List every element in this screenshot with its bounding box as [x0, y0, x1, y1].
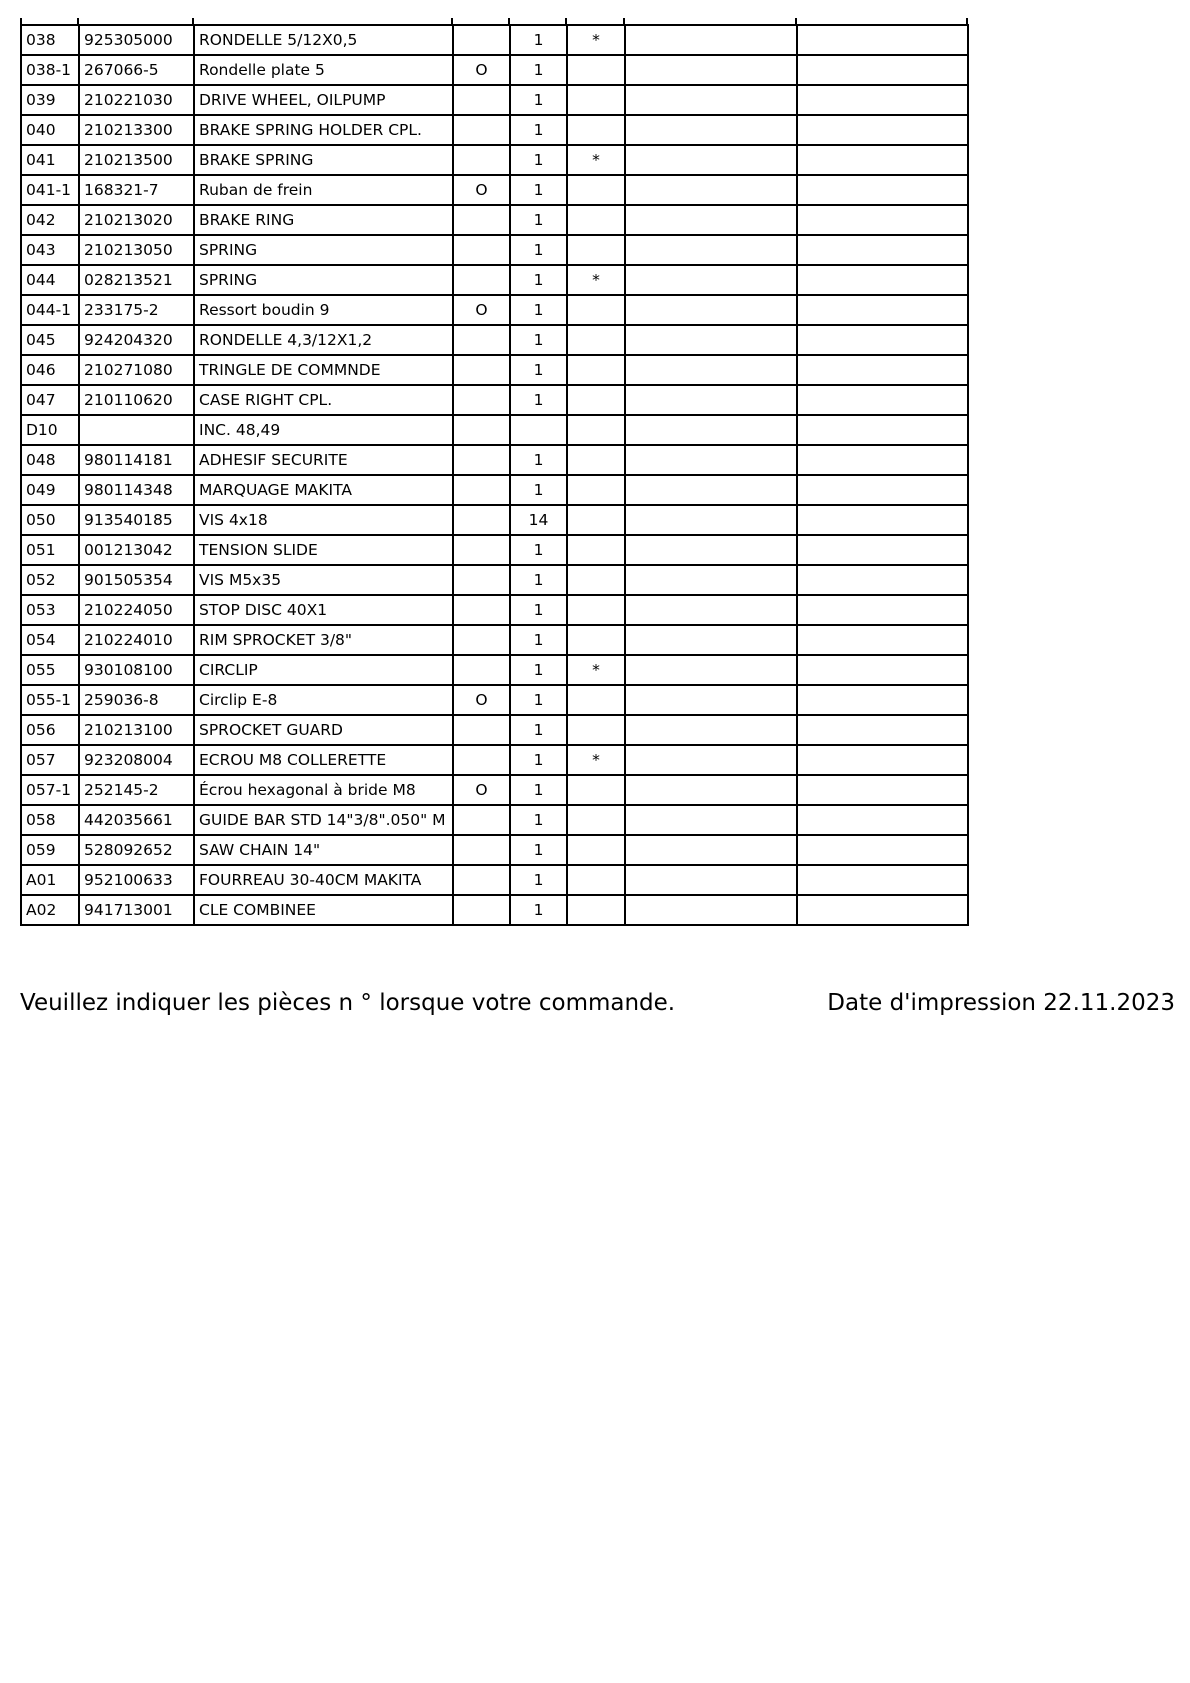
cell-description: RIM SPROCKET 3/8"	[194, 625, 453, 655]
cell-extra-2	[797, 655, 968, 685]
cell-option: O	[453, 295, 510, 325]
cell-mark	[567, 805, 625, 835]
cell-mark: *	[567, 265, 625, 295]
cell-quantity: 1	[510, 355, 567, 385]
cell-quantity: 1	[510, 595, 567, 625]
cell-extra-1	[625, 625, 797, 655]
cell-part-number: 925305000	[79, 25, 194, 55]
cell-description: SPRING	[194, 265, 453, 295]
cell-description: SAW CHAIN 14"	[194, 835, 453, 865]
cell-description: CLE COMBINEE	[194, 895, 453, 925]
cell-option	[453, 715, 510, 745]
cell-extra-2	[797, 175, 968, 205]
cell-option	[453, 205, 510, 235]
cell-extra-2	[797, 355, 968, 385]
cell-mark	[567, 685, 625, 715]
cell-quantity: 1	[510, 715, 567, 745]
table-row	[21, 475, 968, 505]
cell-option	[453, 895, 510, 925]
table-row	[21, 775, 968, 805]
cell-option	[453, 535, 510, 565]
cell-position: 052	[21, 565, 79, 595]
cell-extra-1	[625, 775, 797, 805]
cell-extra-1	[625, 415, 797, 445]
cell-quantity	[510, 415, 567, 445]
cell-extra-1	[625, 805, 797, 835]
cell-option	[453, 835, 510, 865]
cell-description: RONDELLE 4,3/12X1,2	[194, 325, 453, 355]
cell-part-number: 210221030	[79, 85, 194, 115]
cell-position: 055	[21, 655, 79, 685]
cell-mark	[567, 595, 625, 625]
cell-extra-2	[797, 25, 968, 55]
cell-extra-2	[797, 865, 968, 895]
cell-extra-1	[625, 475, 797, 505]
cell-quantity: 1	[510, 865, 567, 895]
cell-extra-2	[797, 325, 968, 355]
table-row	[21, 355, 968, 385]
cell-quantity: 1	[510, 835, 567, 865]
cell-option	[453, 85, 510, 115]
cell-extra-1	[625, 565, 797, 595]
cell-option: O	[453, 685, 510, 715]
cell-description: ECROU M8 COLLERETTE	[194, 745, 453, 775]
cell-extra-2	[797, 805, 968, 835]
cell-description: Rondelle plate 5	[194, 55, 453, 85]
cell-option	[453, 325, 510, 355]
cell-option	[453, 415, 510, 445]
cell-mark: *	[567, 145, 625, 175]
cell-mark	[567, 385, 625, 415]
cell-option	[453, 355, 510, 385]
cell-extra-2	[797, 775, 968, 805]
cell-mark	[567, 325, 625, 355]
cell-description: STOP DISC 40X1	[194, 595, 453, 625]
cell-extra-1	[625, 895, 797, 925]
table-row	[21, 715, 968, 745]
cell-part-number: 210224010	[79, 625, 194, 655]
cell-description: MARQUAGE MAKITA	[194, 475, 453, 505]
cell-mark	[567, 235, 625, 265]
cell-part-number: 168321-7	[79, 175, 194, 205]
cell-position: 057-1	[21, 775, 79, 805]
cell-quantity: 1	[510, 475, 567, 505]
cell-extra-2	[797, 295, 968, 325]
cell-description: Ressort boudin 9	[194, 295, 453, 325]
cell-mark: *	[567, 745, 625, 775]
cell-description: BRAKE SPRING HOLDER CPL.	[194, 115, 453, 145]
table-row	[21, 865, 968, 895]
table-row	[21, 415, 968, 445]
cell-extra-1	[625, 55, 797, 85]
cell-extra-1	[625, 445, 797, 475]
table-row	[21, 25, 968, 55]
cell-description: SPROCKET GUARD	[194, 715, 453, 745]
cell-extra-2	[797, 895, 968, 925]
cell-extra-2	[797, 835, 968, 865]
cell-position: 042	[21, 205, 79, 235]
cell-position: 044	[21, 265, 79, 295]
cell-part-number: 442035661	[79, 805, 194, 835]
cell-extra-1	[625, 745, 797, 775]
cell-option	[453, 805, 510, 835]
cell-option	[453, 625, 510, 655]
cell-position: 041-1	[21, 175, 79, 205]
cell-mark: *	[567, 25, 625, 55]
cell-mark	[567, 445, 625, 475]
cell-quantity: 1	[510, 625, 567, 655]
cell-description: CIRCLIP	[194, 655, 453, 685]
parts-table-body	[21, 25, 968, 925]
table-row	[21, 685, 968, 715]
table-row	[21, 535, 968, 565]
cell-position: 041	[21, 145, 79, 175]
cell-description: VIS 4x18	[194, 505, 453, 535]
cell-quantity: 1	[510, 325, 567, 355]
cell-extra-2	[797, 205, 968, 235]
cell-extra-1	[625, 505, 797, 535]
cell-mark	[567, 535, 625, 565]
cell-part-number: 210213050	[79, 235, 194, 265]
cell-option	[453, 385, 510, 415]
cell-position: 040	[21, 115, 79, 145]
cell-extra-2	[797, 715, 968, 745]
cell-extra-2	[797, 145, 968, 175]
table-row	[21, 625, 968, 655]
cell-quantity: 1	[510, 445, 567, 475]
cell-description: DRIVE WHEEL, OILPUMP	[194, 85, 453, 115]
cell-mark	[567, 775, 625, 805]
cell-extra-2	[797, 385, 968, 415]
cell-position: 044-1	[21, 295, 79, 325]
cell-part-number: 210213300	[79, 115, 194, 145]
cell-part-number: 930108100	[79, 655, 194, 685]
cell-extra-1	[625, 865, 797, 895]
cell-extra-1	[625, 205, 797, 235]
cell-extra-1	[625, 325, 797, 355]
cell-option: O	[453, 775, 510, 805]
cell-option	[453, 265, 510, 295]
cell-description: TENSION SLIDE	[194, 535, 453, 565]
cell-position: 059	[21, 835, 79, 865]
cell-quantity: 1	[510, 385, 567, 415]
cell-description: GUIDE BAR STD 14"3/8".050" M	[194, 805, 453, 835]
cell-quantity: 1	[510, 295, 567, 325]
cell-extra-2	[797, 625, 968, 655]
cell-extra-1	[625, 685, 797, 715]
cell-part-number: 210213500	[79, 145, 194, 175]
cell-extra-2	[797, 235, 968, 265]
cell-quantity: 1	[510, 745, 567, 775]
cell-option	[453, 565, 510, 595]
cell-part-number	[79, 415, 194, 445]
cell-option: O	[453, 55, 510, 85]
cell-quantity: 1	[510, 235, 567, 265]
cell-option	[453, 25, 510, 55]
cell-mark	[567, 205, 625, 235]
cell-description: VIS M5x35	[194, 565, 453, 595]
cell-extra-1	[625, 535, 797, 565]
cell-quantity: 1	[510, 535, 567, 565]
table-row	[21, 745, 968, 775]
cell-part-number: 210224050	[79, 595, 194, 625]
cell-extra-1	[625, 25, 797, 55]
cell-mark	[567, 565, 625, 595]
cell-part-number: 001213042	[79, 535, 194, 565]
cell-position: 050	[21, 505, 79, 535]
cell-part-number: 924204320	[79, 325, 194, 355]
cell-option	[453, 865, 510, 895]
cell-quantity: 1	[510, 175, 567, 205]
cell-mark	[567, 475, 625, 505]
table-row	[21, 655, 968, 685]
cell-mark	[567, 175, 625, 205]
cell-extra-1	[625, 145, 797, 175]
cell-mark	[567, 355, 625, 385]
cell-position: 058	[21, 805, 79, 835]
cell-quantity: 1	[510, 265, 567, 295]
cell-quantity: 1	[510, 655, 567, 685]
cell-description: SPRING	[194, 235, 453, 265]
table-row	[21, 295, 968, 325]
cell-description: INC. 48,49	[194, 415, 453, 445]
cell-description: Circlip E-8	[194, 685, 453, 715]
cell-extra-1	[625, 115, 797, 145]
cell-option: O	[453, 175, 510, 205]
cell-extra-2	[797, 265, 968, 295]
cell-quantity: 1	[510, 205, 567, 235]
table-row	[21, 85, 968, 115]
table-row	[21, 445, 968, 475]
cell-extra-2	[797, 685, 968, 715]
cell-mark	[567, 85, 625, 115]
cell-mark	[567, 835, 625, 865]
cell-part-number: 923208004	[79, 745, 194, 775]
cell-mark	[567, 295, 625, 325]
cell-extra-2	[797, 115, 968, 145]
cell-option	[453, 235, 510, 265]
cell-extra-2	[797, 745, 968, 775]
table-row	[21, 805, 968, 835]
cell-position: 051	[21, 535, 79, 565]
cell-option	[453, 475, 510, 505]
cell-quantity: 1	[510, 805, 567, 835]
cell-part-number: 233175-2	[79, 295, 194, 325]
cell-position: 046	[21, 355, 79, 385]
cell-quantity: 1	[510, 55, 567, 85]
cell-extra-2	[797, 85, 968, 115]
table-row	[21, 265, 968, 295]
cell-position: 049	[21, 475, 79, 505]
table-row	[21, 565, 968, 595]
cell-description: RONDELLE 5/12X0,5	[194, 25, 453, 55]
table-row	[21, 115, 968, 145]
table-row	[21, 175, 968, 205]
cell-position: 057	[21, 745, 79, 775]
cell-description: ADHESIF SECURITE	[194, 445, 453, 475]
table-row	[21, 145, 968, 175]
cell-position: D10	[21, 415, 79, 445]
cell-extra-1	[625, 595, 797, 625]
cell-part-number: 210271080	[79, 355, 194, 385]
cell-extra-2	[797, 535, 968, 565]
cell-option	[453, 145, 510, 175]
cell-extra-1	[625, 295, 797, 325]
cell-quantity: 1	[510, 775, 567, 805]
table-row	[21, 235, 968, 265]
cell-extra-1	[625, 715, 797, 745]
cell-mark	[567, 715, 625, 745]
cell-part-number: 252145-2	[79, 775, 194, 805]
cell-mark	[567, 55, 625, 85]
cell-extra-2	[797, 55, 968, 85]
cell-position: 055-1	[21, 685, 79, 715]
cell-option	[453, 655, 510, 685]
table-row	[21, 835, 968, 865]
cell-position: 045	[21, 325, 79, 355]
cell-part-number: 267066-5	[79, 55, 194, 85]
parts-table	[20, 24, 969, 926]
cell-extra-1	[625, 265, 797, 295]
cell-mark	[567, 505, 625, 535]
cell-part-number: 980114348	[79, 475, 194, 505]
cell-mark	[567, 415, 625, 445]
cell-option	[453, 505, 510, 535]
table-row	[21, 595, 968, 625]
cell-extra-2	[797, 595, 968, 625]
cell-position: 039	[21, 85, 79, 115]
cell-position: A02	[21, 895, 79, 925]
cell-part-number: 913540185	[79, 505, 194, 535]
cell-mark: *	[567, 655, 625, 685]
cell-option	[453, 445, 510, 475]
cell-extra-1	[625, 835, 797, 865]
cell-position: 054	[21, 625, 79, 655]
print-date: Date d'impression 22.11.2023	[827, 990, 1175, 1016]
cell-extra-2	[797, 565, 968, 595]
cell-quantity: 1	[510, 115, 567, 145]
cell-part-number: 028213521	[79, 265, 194, 295]
cell-option	[453, 745, 510, 775]
cell-mark	[567, 625, 625, 655]
cell-extra-2	[797, 415, 968, 445]
cell-part-number: 210213020	[79, 205, 194, 235]
cell-extra-2	[797, 505, 968, 535]
cell-description: BRAKE RING	[194, 205, 453, 235]
cell-extra-1	[625, 385, 797, 415]
cell-position: 056	[21, 715, 79, 745]
table-row	[21, 325, 968, 355]
table-row	[21, 385, 968, 415]
cell-extra-1	[625, 355, 797, 385]
table-row	[21, 205, 968, 235]
cell-part-number: 259036-8	[79, 685, 194, 715]
cell-mark	[567, 865, 625, 895]
cell-mark	[567, 895, 625, 925]
cell-extra-2	[797, 445, 968, 475]
table-row	[21, 505, 968, 535]
cell-option	[453, 115, 510, 145]
cell-part-number: 952100633	[79, 865, 194, 895]
cell-part-number: 210110620	[79, 385, 194, 415]
cell-quantity: 1	[510, 145, 567, 175]
cell-part-number: 528092652	[79, 835, 194, 865]
cell-position: 053	[21, 595, 79, 625]
cell-extra-1	[625, 175, 797, 205]
cell-part-number: 941713001	[79, 895, 194, 925]
order-instruction-note: Veuillez indiquer les pièces n ° lorsque votre commande.	[20, 990, 676, 1016]
cell-quantity: 1	[510, 85, 567, 115]
cell-mark	[567, 115, 625, 145]
table-row	[21, 895, 968, 925]
cell-description: Ruban de frein	[194, 175, 453, 205]
cell-position: 048	[21, 445, 79, 475]
cell-position: 038-1	[21, 55, 79, 85]
cell-description: Écrou hexagonal à bride M8	[194, 775, 453, 805]
cell-description: CASE RIGHT CPL.	[194, 385, 453, 415]
cell-description: BRAKE SPRING	[194, 145, 453, 175]
cell-quantity: 1	[510, 25, 567, 55]
cell-description: FOURREAU 30-40CM MAKITA	[194, 865, 453, 895]
cell-extra-1	[625, 235, 797, 265]
cell-position: 047	[21, 385, 79, 415]
cell-extra-1	[625, 655, 797, 685]
cell-description: TRINGLE DE COMMNDE	[194, 355, 453, 385]
cell-position: A01	[21, 865, 79, 895]
cell-extra-1	[625, 85, 797, 115]
cell-extra-2	[797, 475, 968, 505]
cell-option	[453, 595, 510, 625]
cell-quantity: 1	[510, 565, 567, 595]
cell-quantity: 1	[510, 685, 567, 715]
cell-part-number: 210213100	[79, 715, 194, 745]
cell-part-number: 980114181	[79, 445, 194, 475]
cell-quantity: 1	[510, 895, 567, 925]
table-row	[21, 55, 968, 85]
cell-quantity: 14	[510, 505, 567, 535]
cell-part-number: 901505354	[79, 565, 194, 595]
cell-position: 043	[21, 235, 79, 265]
cell-position: 038	[21, 25, 79, 55]
